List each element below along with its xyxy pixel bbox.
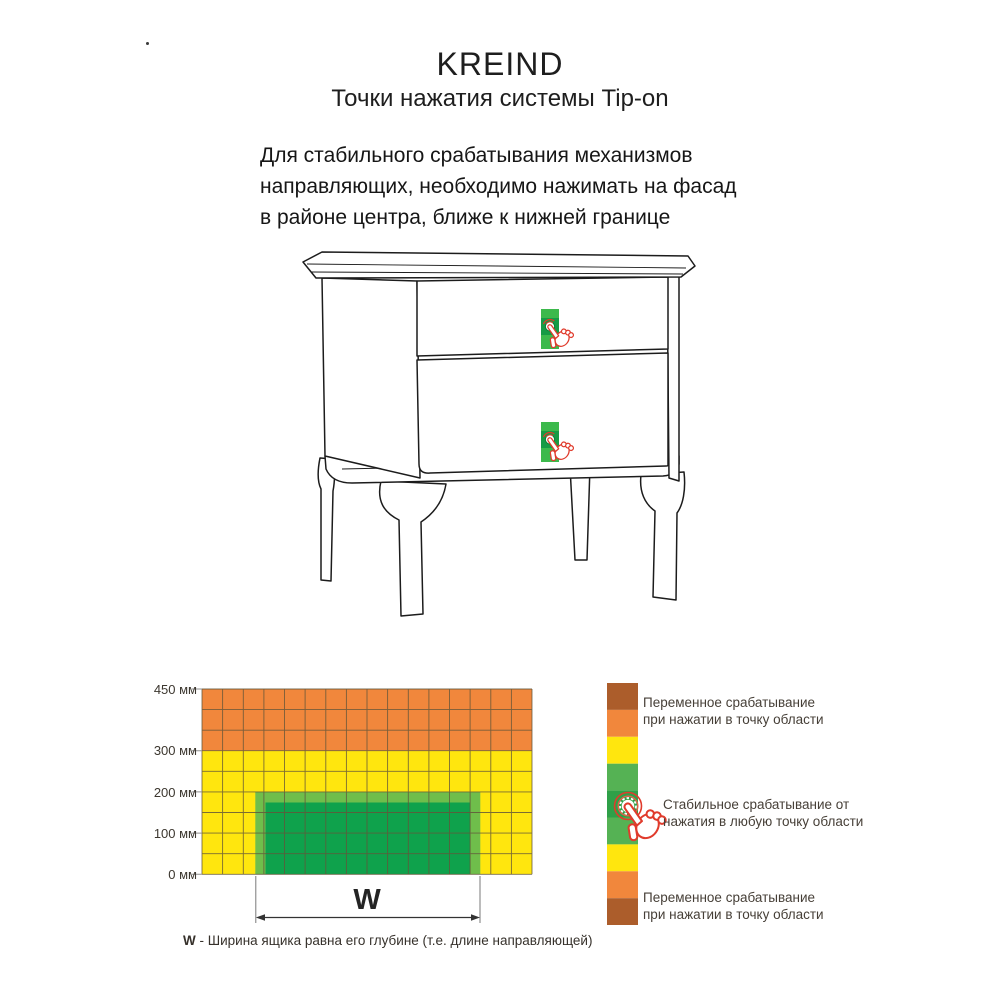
width-symbol: W (353, 884, 381, 916)
caption-symbol: W (183, 933, 196, 948)
front-left-leg (380, 481, 446, 616)
legend-item-stable: Стабильное срабатывание от нажатия в любую точку области (663, 797, 864, 829)
intro-line-3: в районе центра, ближе к нижней границе (260, 206, 671, 229)
side-panel (322, 278, 420, 478)
legend-item-variable-top: Переменное срабатывание при нажатии в точку области (643, 695, 824, 727)
ytick-450: 450 мм (153, 681, 197, 697)
brand-title: KREIND (436, 46, 564, 82)
intro-line-1: Для стабильного срабатывания механизмов (260, 144, 693, 167)
zone-green (266, 803, 471, 875)
intro-paragraph (260, 140, 760, 233)
ytick-0: 0 мм (168, 866, 197, 882)
legend-item-variable-bottom: Переменное срабатывание при нажатии в точку области (643, 890, 824, 922)
chart-caption (183, 933, 603, 948)
right-stile (667, 264, 679, 481)
arrowhead-right (471, 914, 480, 921)
nightstand-drawing (250, 245, 730, 645)
ytick-100: 100 мм (153, 825, 197, 841)
page-subtitle: Точки нажатия системы Tip-on (331, 85, 669, 112)
front-right-leg (641, 472, 685, 600)
rear-right-leg (570, 466, 590, 560)
ytick-200: 200 мм (153, 784, 197, 800)
axis-ticks (192, 689, 202, 874)
ytick-300: 300 мм (153, 743, 197, 758)
intro-line-2: направляющих, необходимо нажимать на фасад (260, 175, 737, 198)
caption-text: - Ширина ящика равна его глубине (т.е. длине направляющей) (195, 933, 593, 948)
arrowhead-left (256, 914, 265, 921)
stray-dot-artifact (146, 42, 149, 45)
